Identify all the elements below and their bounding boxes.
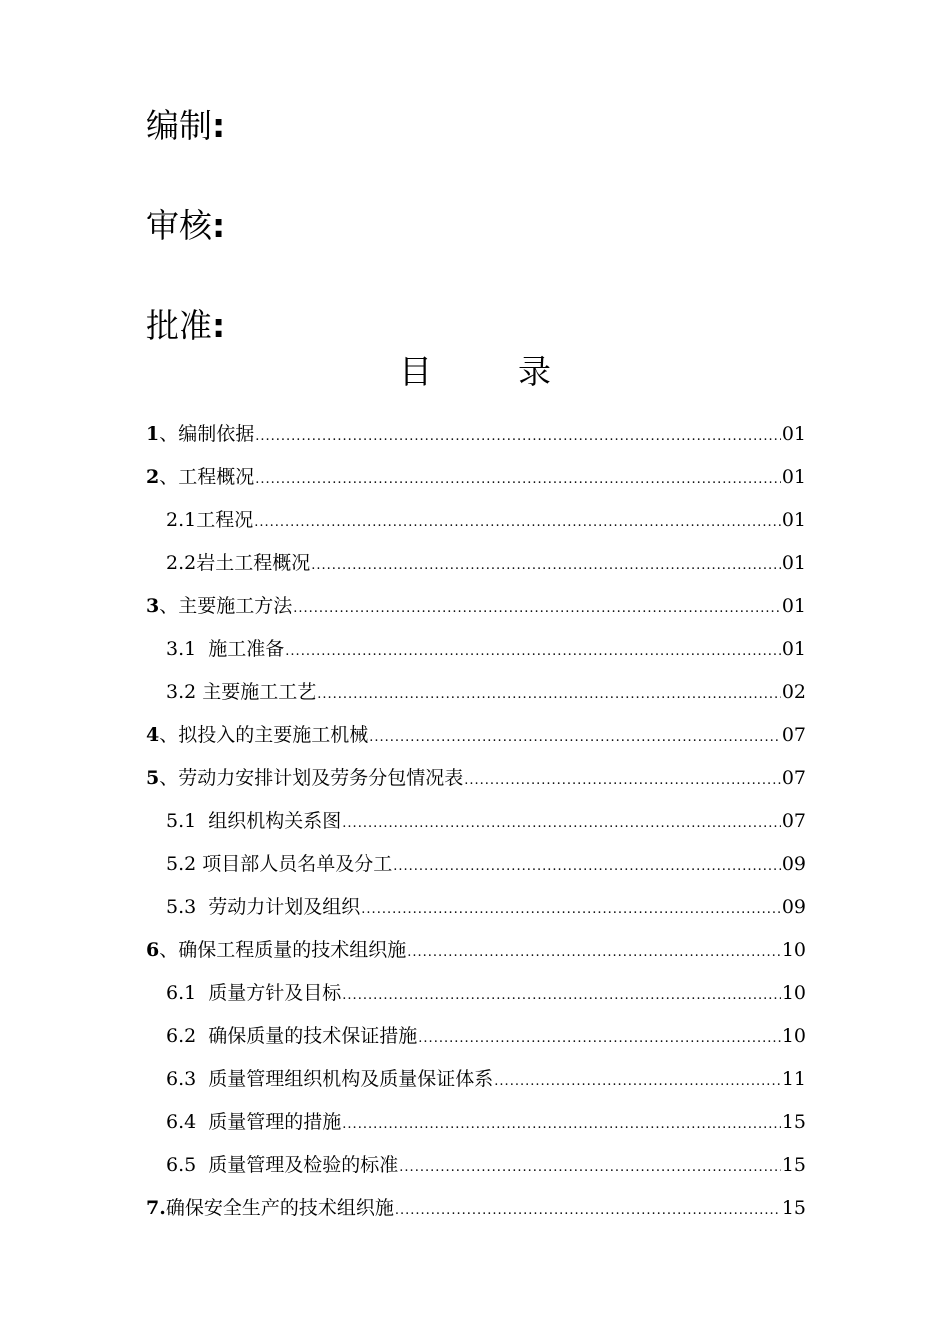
toc-entry-label: [146, 1187, 394, 1230]
toc-entry[interactable]: [146, 585, 806, 628]
toc-entry-page: 09: [781, 896, 806, 918]
toc-entry-label: [166, 1058, 493, 1101]
toc-leader-dots: [399, 1146, 781, 1189]
toc-leader-dots: [342, 802, 781, 845]
toc-entry[interactable]: [146, 456, 806, 499]
toc-entry-page: 15: [781, 1111, 806, 1133]
toc-entry-page: 15: [781, 1197, 806, 1219]
toc-entry-page: 01: [781, 466, 806, 488]
toc-entry[interactable]: [146, 1144, 806, 1187]
toc-entry-number: 7.: [146, 1197, 166, 1219]
toc-entry-label: [146, 714, 368, 757]
toc-entry-text: 、工程概况: [159, 466, 255, 488]
toc-entry[interactable]: [146, 886, 806, 929]
signature-colon: :: [212, 106, 226, 145]
toc-entry-text: 、确保工程质量的技术组织施: [159, 939, 407, 961]
toc-entry-text: 3.1 施工准备: [166, 638, 285, 660]
signature-label: 编制: [146, 106, 212, 145]
toc-entry[interactable]: [146, 542, 806, 585]
toc-entry-text: 6.4 质量管理的措施: [166, 1111, 342, 1133]
toc-leader-dots: [342, 974, 781, 1017]
toc-leader-dots: [285, 630, 781, 673]
toc-entry-number: 3: [146, 595, 160, 617]
toc-entry-text: 、劳动力安排计划及劳务分包情况表: [159, 767, 464, 789]
toc-entry-label: [166, 843, 392, 886]
toc-entry-label: [166, 628, 284, 671]
toc-entry-number: 5: [146, 767, 160, 789]
toc-entry[interactable]: [146, 1187, 806, 1230]
toc-entry-label: [166, 800, 341, 843]
toc-entry[interactable]: [146, 1058, 806, 1101]
toc-entry[interactable]: [146, 714, 806, 757]
signature-label: 审核: [146, 206, 212, 245]
toc-entry-text: 、拟投入的主要施工机械: [159, 724, 369, 746]
toc-leader-dots: [393, 845, 781, 888]
toc-entry-label: [166, 1101, 341, 1144]
toc-entry-page: 01: [781, 509, 806, 531]
toc-leader-dots: [407, 931, 781, 974]
toc-title-left: 目: [399, 352, 432, 391]
toc-entry[interactable]: [146, 671, 806, 714]
toc-entry-text: 6.2 确保质量的技术保证措施: [166, 1025, 418, 1047]
toc-entry-text: 5.2 项目部人员名单及分工: [166, 853, 393, 875]
toc-entry-label: [146, 413, 254, 456]
toc-title-right: 录: [518, 352, 551, 391]
toc-entry-page: 11: [781, 1068, 806, 1090]
toc-leader-dots: [311, 544, 781, 587]
toc-leader-dots: [361, 888, 781, 931]
toc-entry-label: [166, 542, 310, 585]
toc-entry-page: 07: [781, 724, 806, 746]
toc-entry[interactable]: [146, 413, 806, 456]
toc-leader-dots: [254, 501, 781, 544]
toc-entry-page: 01: [781, 423, 806, 445]
toc-leader-dots: [464, 759, 781, 802]
toc-entry-page: 15: [781, 1154, 806, 1176]
toc-entry-text: 、主要施工方法: [159, 595, 293, 617]
toc-entry-text: 、编制依据: [159, 423, 255, 445]
toc-leader-dots: [395, 1189, 781, 1232]
signature-field-compile: [146, 106, 225, 146]
toc-entry-page: 07: [781, 767, 806, 789]
toc-entry-number: 2: [146, 466, 160, 488]
toc-entry-text: 6.3 质量管理组织机构及质量保证体系: [166, 1068, 494, 1090]
toc-title: [0, 350, 950, 394]
toc-entry[interactable]: [146, 929, 806, 972]
toc-entry-label: [146, 929, 406, 972]
toc-entry-page: 10: [781, 1025, 806, 1047]
toc-entry[interactable]: [146, 843, 806, 886]
toc-entry-text: 2.1工程况: [166, 509, 254, 531]
toc-leader-dots: [494, 1060, 781, 1103]
toc-entry[interactable]: [146, 800, 806, 843]
toc-leader-dots: [317, 673, 781, 716]
toc-entry-number: 4: [146, 724, 160, 746]
toc-entry-label: [166, 1015, 417, 1058]
signature-label: 批准: [146, 306, 212, 345]
toc-entry-page: 07: [781, 810, 806, 832]
toc-entry-text: 3.2 主要施工工艺: [166, 681, 317, 703]
signature-field-review: [146, 206, 225, 246]
table-of-contents: [146, 413, 806, 1230]
toc-leader-dots: [369, 716, 781, 759]
toc-entry-page: 09: [781, 853, 806, 875]
toc-leader-dots: [255, 415, 781, 458]
toc-entry-label: [166, 972, 341, 1015]
toc-entry-text: 5.3 劳动力计划及组织: [166, 896, 361, 918]
toc-entry[interactable]: [146, 628, 806, 671]
toc-entry-text: 2.2岩土工程概况: [166, 552, 311, 574]
toc-entry[interactable]: [146, 757, 806, 800]
toc-entry-text: 6.5 质量管理及检验的标准: [166, 1154, 399, 1176]
toc-entry-number: 1: [146, 423, 160, 445]
toc-entry-label: [166, 886, 360, 929]
toc-entry-page: 02: [781, 681, 806, 703]
toc-entry-text: 5.1 组织机构关系图: [166, 810, 342, 832]
toc-leader-dots: [418, 1017, 781, 1060]
signature-field-approve: [146, 306, 225, 346]
toc-entry[interactable]: [146, 972, 806, 1015]
toc-leader-dots: [255, 458, 781, 501]
toc-entry-page: 10: [781, 939, 806, 961]
toc-entry-page: 01: [781, 595, 806, 617]
toc-leader-dots: [293, 587, 781, 630]
toc-entry-page: 10: [781, 982, 806, 1004]
toc-leader-dots: [342, 1103, 781, 1146]
toc-entry-number: 6: [146, 939, 160, 961]
toc-entry-label: [166, 1144, 398, 1187]
toc-entry-label: [146, 585, 292, 628]
signature-colon: :: [212, 306, 226, 345]
toc-entry[interactable]: [146, 499, 806, 542]
signature-colon: :: [212, 206, 226, 245]
toc-entry-label: [166, 499, 253, 542]
toc-entry[interactable]: [146, 1101, 806, 1144]
toc-entry-label: [146, 757, 463, 800]
toc-entry-label: [146, 456, 254, 499]
toc-entry-page: 01: [781, 638, 806, 660]
toc-entry-text: 6.1 质量方针及目标: [166, 982, 342, 1004]
toc-entry-page: 01: [781, 552, 806, 574]
toc-entry[interactable]: [146, 1015, 806, 1058]
toc-entry-label: [166, 671, 316, 714]
toc-entry-text: 确保安全生产的技术组织施: [165, 1197, 394, 1219]
